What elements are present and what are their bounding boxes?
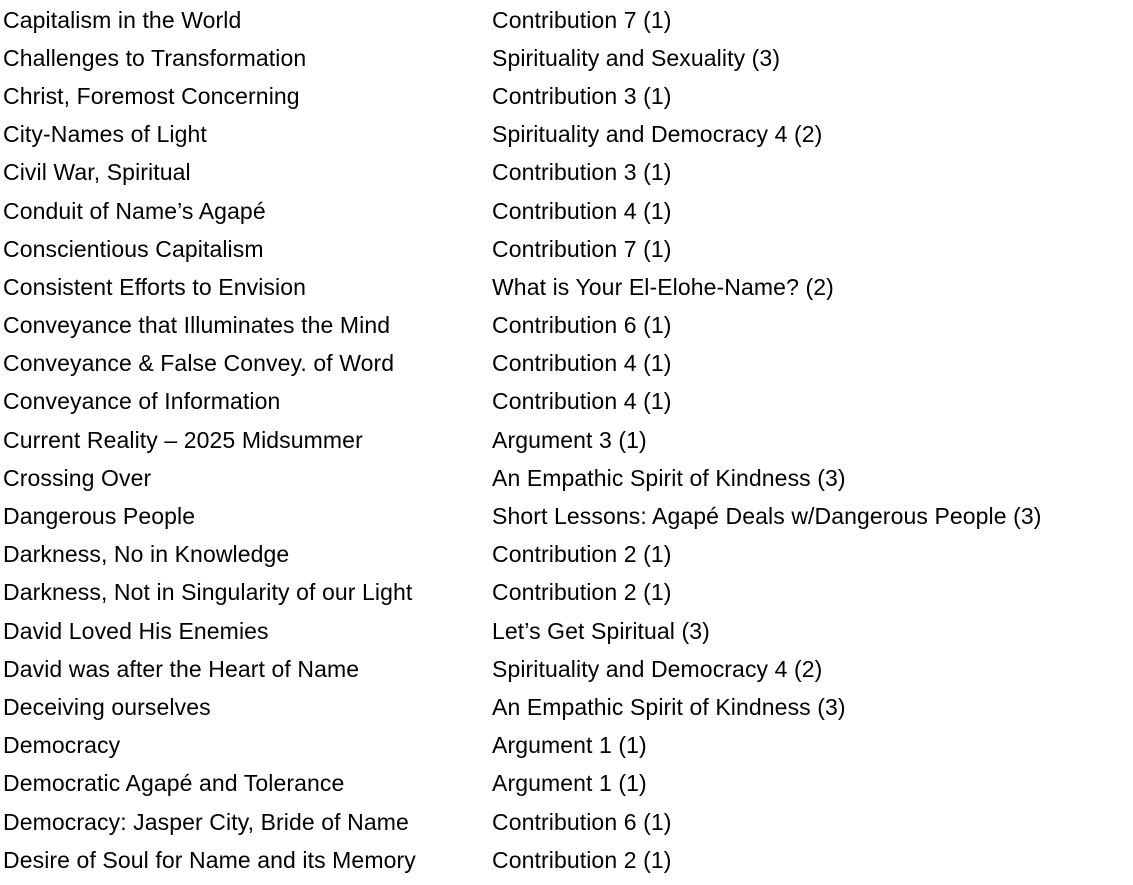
index-row <box>3 574 1128 612</box>
reference-cell: Contribution 3 (1) <box>492 159 672 186</box>
index-row <box>3 688 1128 726</box>
topic-cell: Capitalism in the World <box>3 6 242 33</box>
index-row <box>3 192 1128 230</box>
index-row <box>3 345 1128 383</box>
topic-cell: Deceiving ourselves <box>3 693 211 720</box>
topic-cell: Desire of Soul for Name and its Memory <box>3 846 416 873</box>
topic-cell: Conveyance that Illuminates the Mind <box>3 312 391 339</box>
reference-cell: Contribution 3 (1) <box>492 82 672 109</box>
topic-index-table <box>3 1 1128 879</box>
index-row <box>3 39 1128 77</box>
topic-cell: Darkness, No in Knowledge <box>3 541 290 568</box>
reference-cell: What is Your El-Elohe-Name? (2) <box>492 273 834 300</box>
topic-cell: David Loved His Enemies <box>3 617 269 644</box>
index-row <box>3 497 1128 535</box>
index-row <box>3 765 1128 803</box>
reference-cell: Spirituality and Democracy 4 (2) <box>492 121 823 148</box>
topic-cell: Conveyance of Information <box>3 388 281 415</box>
reference-cell: An Empathic Spirit of Kindness (3) <box>492 464 846 491</box>
index-row <box>3 536 1128 574</box>
topic-cell: Conduit of Name’s Agapé <box>3 197 266 224</box>
topic-cell: City-Names of Light <box>3 121 207 148</box>
reference-cell: Contribution 2 (1) <box>492 846 672 873</box>
index-row <box>3 459 1128 497</box>
topic-cell: Challenges to Transformation <box>3 44 307 71</box>
reference-cell: Contribution 7 (1) <box>492 6 672 33</box>
reference-cell: An Empathic Spirit of Kindness (3) <box>492 693 846 720</box>
reference-cell: Contribution 7 (1) <box>492 235 672 262</box>
topic-cell: Democracy <box>3 732 121 759</box>
index-row <box>3 803 1128 841</box>
topic-cell: Civil War, Spiritual <box>3 159 191 186</box>
index-row <box>3 1 1128 39</box>
reference-cell: Spirituality and Sexuality (3) <box>492 44 781 71</box>
reference-cell: Contribution 4 (1) <box>492 350 672 377</box>
reference-cell: Argument 3 (1) <box>492 426 647 453</box>
topic-cell: Conscientious Capitalism <box>3 235 264 262</box>
topic-cell: Conveyance & False Convey. of Word <box>3 350 395 377</box>
index-row <box>3 841 1128 879</box>
topic-cell: Democratic Agapé and Tolerance <box>3 770 345 797</box>
topic-cell: Crossing Over <box>3 464 152 491</box>
topic-cell: Darkness, Not in Singularity of our Light <box>3 579 413 606</box>
index-row <box>3 268 1128 306</box>
reference-cell: Argument 1 (1) <box>492 732 647 759</box>
reference-cell: Spirituality and Democracy 4 (2) <box>492 655 823 682</box>
reference-cell: Contribution 4 (1) <box>492 197 672 224</box>
index-row <box>3 612 1128 650</box>
reference-cell: Contribution 4 (1) <box>492 388 672 415</box>
index-row <box>3 116 1128 154</box>
reference-cell: Argument 1 (1) <box>492 770 647 797</box>
index-row <box>3 383 1128 421</box>
index-row <box>3 77 1128 115</box>
index-row <box>3 421 1128 459</box>
index-row <box>3 650 1128 688</box>
index-row <box>3 154 1128 192</box>
topic-cell: Democracy: Jasper City, Bride of Name <box>3 808 409 835</box>
reference-cell: Contribution 2 (1) <box>492 579 672 606</box>
index-row <box>3 230 1128 268</box>
topic-cell: David was after the Heart of Name <box>3 655 360 682</box>
topic-cell: Christ, Foremost Concerning <box>3 82 300 109</box>
reference-cell: Contribution 6 (1) <box>492 808 672 835</box>
reference-cell: Short Lessons: Agapé Deals w/Dangerous People (3) <box>492 503 1042 530</box>
reference-cell: Let’s Get Spiritual (3) <box>492 617 710 644</box>
index-row <box>3 727 1128 765</box>
index-row <box>3 307 1128 345</box>
topic-cell: Dangerous People <box>3 503 196 530</box>
reference-cell: Contribution 2 (1) <box>492 541 672 568</box>
topic-cell: Current Reality – 2025 Midsummer <box>3 426 363 453</box>
topic-cell: Consistent Efforts to Envision <box>3 273 306 300</box>
reference-cell: Contribution 6 (1) <box>492 312 672 339</box>
